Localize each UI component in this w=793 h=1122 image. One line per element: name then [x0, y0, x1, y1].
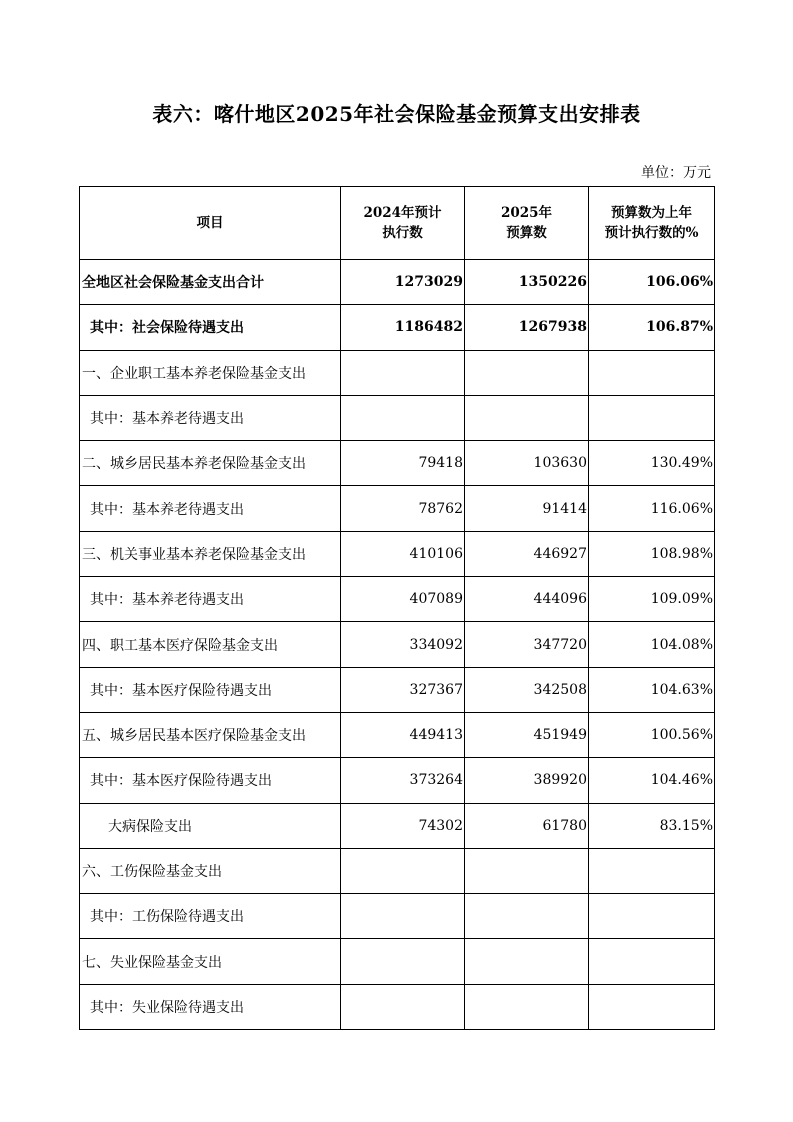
row-2025-budget: 446927 — [465, 531, 589, 576]
table-row — [80, 848, 715, 893]
row-2025-budget — [465, 984, 589, 1029]
row-2025-budget: 451949 — [465, 712, 589, 757]
row-2024-estimate: 1273029 — [341, 260, 465, 305]
header-2025-budget: 2025年 预算数 — [465, 187, 589, 260]
table-row — [80, 305, 715, 350]
row-2024-estimate: 327367 — [341, 667, 465, 712]
row-item-name: 六、工伤保险基金支出 — [80, 848, 341, 893]
row-percent: 106.87% — [589, 305, 715, 350]
row-2025-budget: 389920 — [465, 758, 589, 803]
row-item-name: 大病保险支出 — [80, 803, 341, 848]
budget-table — [79, 186, 715, 1030]
row-2025-budget: 444096 — [465, 577, 589, 622]
row-percent — [589, 848, 715, 893]
table-row — [80, 531, 715, 576]
row-percent: 106.06% — [589, 260, 715, 305]
row-2024-estimate — [341, 939, 465, 984]
row-percent: 100.56% — [589, 712, 715, 757]
header-percent: 预算数为上年 预计执行数的% — [589, 187, 715, 260]
header-item: 项目 — [80, 187, 341, 260]
row-2024-estimate: 78762 — [341, 486, 465, 531]
row-2024-estimate — [341, 848, 465, 893]
row-percent: 104.46% — [589, 758, 715, 803]
table-row — [80, 758, 715, 803]
row-2025-budget: 103630 — [465, 441, 589, 486]
table-row — [80, 486, 715, 531]
row-2025-budget — [465, 350, 589, 395]
row-item-name: 其中：基本养老待遇支出 — [80, 395, 341, 440]
row-2024-estimate: 1186482 — [341, 305, 465, 350]
row-percent: 116.06% — [589, 486, 715, 531]
row-2024-estimate: 74302 — [341, 803, 465, 848]
row-percent — [589, 350, 715, 395]
row-percent: 83.15% — [589, 803, 715, 848]
unit-label: 单位：万元 — [641, 165, 711, 181]
table-row — [80, 667, 715, 712]
table-row — [80, 350, 715, 395]
row-item-name: 四、职工基本医疗保险基金支出 — [80, 622, 341, 667]
page-title: 表六：喀什地区2025年社会保险基金预算支出安排表 — [152, 102, 641, 126]
row-item-name: 二、城乡居民基本养老保险基金支出 — [80, 441, 341, 486]
table-row — [80, 577, 715, 622]
row-2024-estimate — [341, 395, 465, 440]
row-percent — [589, 939, 715, 984]
row-item-name: 其中：工伤保险待遇支出 — [80, 894, 341, 939]
row-2024-estimate — [341, 350, 465, 395]
table-header-row — [80, 187, 715, 260]
row-percent: 104.63% — [589, 667, 715, 712]
row-item-name: 一、企业职工基本养老保险基金支出 — [80, 350, 341, 395]
row-item-name: 全地区社会保险基金支出合计 — [80, 260, 341, 305]
row-item-name: 五、城乡居民基本医疗保险基金支出 — [80, 712, 341, 757]
table-row — [80, 803, 715, 848]
row-2024-estimate: 410106 — [341, 531, 465, 576]
row-2025-budget: 1350226 — [465, 260, 589, 305]
table-row — [80, 984, 715, 1029]
row-item-name: 三、机关事业基本养老保险基金支出 — [80, 531, 341, 576]
row-percent — [589, 894, 715, 939]
row-2025-budget — [465, 395, 589, 440]
row-2024-estimate: 407089 — [341, 577, 465, 622]
row-2025-budget — [465, 848, 589, 893]
table-row — [80, 939, 715, 984]
row-item-name: 其中：基本医疗保险待遇支出 — [80, 667, 341, 712]
row-2024-estimate: 79418 — [341, 441, 465, 486]
row-percent: 108.98% — [589, 531, 715, 576]
row-item-name: 其中：社会保险待遇支出 — [80, 305, 341, 350]
row-2024-estimate: 449413 — [341, 712, 465, 757]
row-item-name: 其中：失业保险待遇支出 — [80, 984, 341, 1029]
row-2025-budget: 91414 — [465, 486, 589, 531]
row-2025-budget: 347720 — [465, 622, 589, 667]
row-2025-budget — [465, 939, 589, 984]
row-item-name: 其中：基本医疗保险待遇支出 — [80, 758, 341, 803]
row-2025-budget — [465, 894, 589, 939]
row-2024-estimate: 334092 — [341, 622, 465, 667]
row-2025-budget: 342508 — [465, 667, 589, 712]
row-percent — [589, 395, 715, 440]
table-row — [80, 712, 715, 757]
row-percent: 130.49% — [589, 441, 715, 486]
table-row — [80, 894, 715, 939]
row-percent: 104.08% — [589, 622, 715, 667]
table-row — [80, 622, 715, 667]
table-row — [80, 441, 715, 486]
row-percent — [589, 984, 715, 1029]
row-item-name: 其中：基本养老待遇支出 — [80, 486, 341, 531]
table-row — [80, 395, 715, 440]
row-2025-budget: 1267938 — [465, 305, 589, 350]
row-2024-estimate — [341, 894, 465, 939]
row-2025-budget: 61780 — [465, 803, 589, 848]
row-percent: 109.09% — [589, 577, 715, 622]
row-2024-estimate — [341, 984, 465, 1029]
table-row — [80, 260, 715, 305]
row-2024-estimate: 373264 — [341, 758, 465, 803]
row-item-name: 其中：基本养老待遇支出 — [80, 577, 341, 622]
row-item-name: 七、失业保险基金支出 — [80, 939, 341, 984]
header-2024-estimate: 2024年预计 执行数 — [341, 187, 465, 260]
